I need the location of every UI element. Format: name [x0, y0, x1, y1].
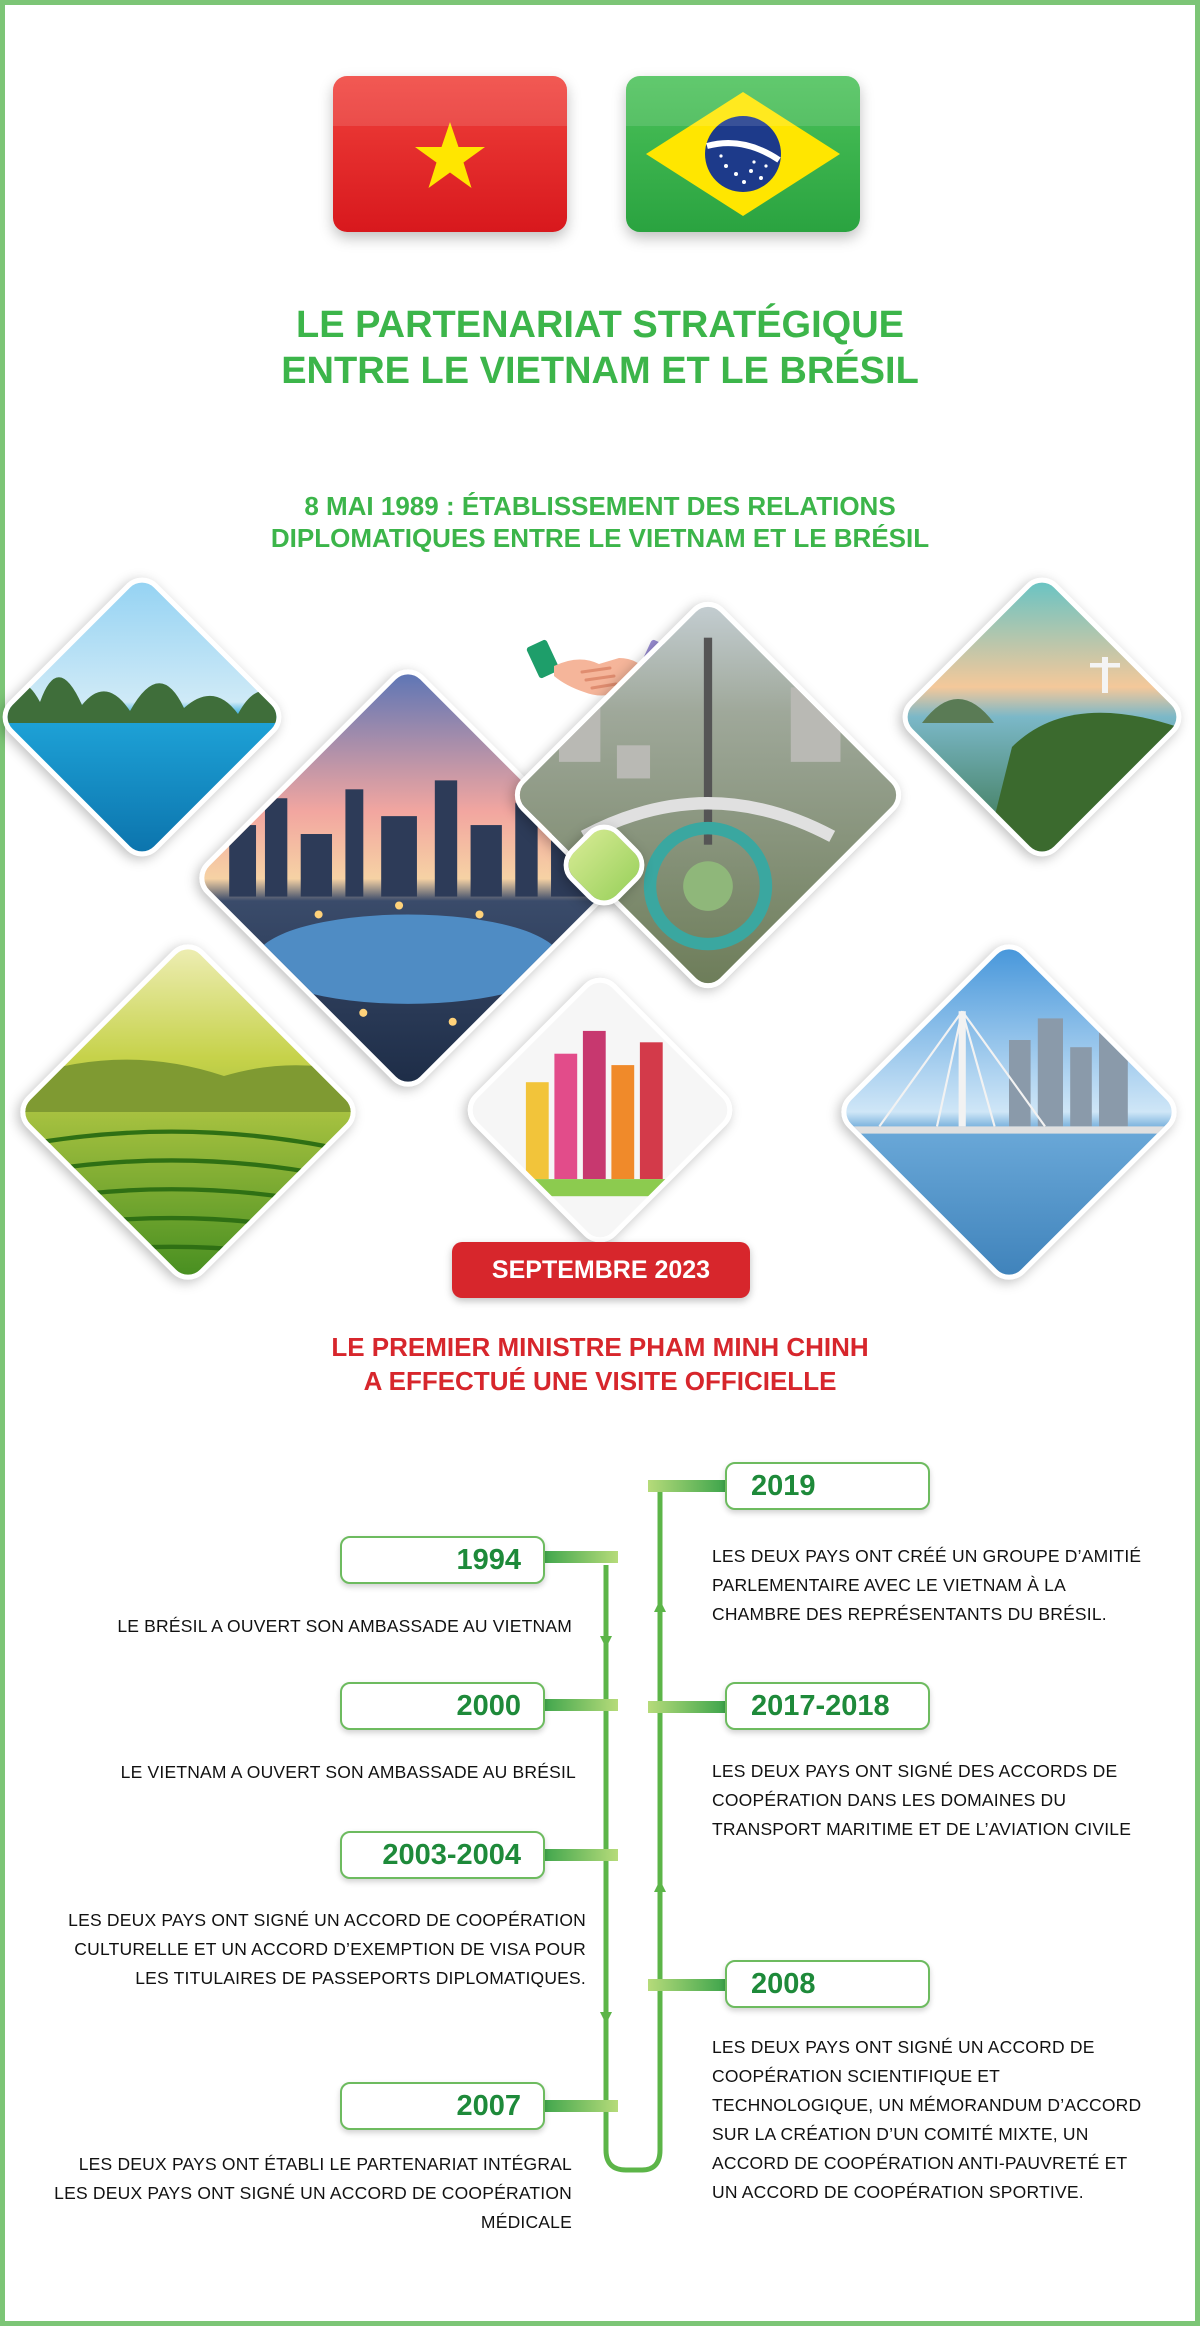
event-2000: LE VIETNAM A OUVERT SON AMBASSADE AU BRÉSIL: [120, 1762, 576, 1782]
visit-line-2: A EFFECTUÉ UNE VISITE OFFICIELLE: [363, 1366, 837, 1396]
event-2019: LES DEUX PAYS ONT CRÉÉ UN GROUPE D’AMITIÉ PARLEMENTAIRE AVEC LE VIETNAM À LA CHAMBRE DES REPRÉSENTANTS DU BRÉSIL.: [712, 1546, 1142, 1624]
visit-line-1: LE PREMIER MINISTRE PHAM MINH CHINH: [331, 1332, 869, 1362]
year-badge-2019: 2019: [725, 1462, 930, 1510]
establishment-line-1: 8 MAI 1989 : ÉTABLISSEMENT DES RELATIONS: [304, 491, 896, 521]
year-badge-2017-2018: 2017-2018: [725, 1682, 930, 1730]
event-1994: LE BRÉSIL A OUVERT SON AMBASSADE AU VIETNAM: [117, 1616, 572, 1636]
event-2007: LES DEUX PAYS ONT ÉTABLI LE PARTENARIAT INTÉGRAL LES DEUX PAYS ONT SIGNÉ UN ACCORD DE COOPÉRATION MÉDICALE: [54, 2154, 572, 2232]
establishment-line-2: DIPLOMATIQUES ENTRE LE VIETNAM ET LE BRÉSIL: [270, 523, 930, 553]
year-badge-2003-2004: 2003-2004: [340, 1831, 545, 1879]
event-2003-2004: LES DEUX PAYS ONT SIGNÉ UN ACCORD DE COOPÉRATION CULTURELLE ET UN ACCORD D’EXEMPTION DE VISA POUR LES TITULAIRES DE PASSEPORTS DIPLOMATIQUES.: [68, 1910, 586, 1988]
event-2017-2018: LES DEUX PAYS ONT SIGNÉ DES ACCORDS DE COOPÉRATION DANS LES DOMAINES DU TRANSPORT MARITIME ET DE L’AVIATION CIVILE: [712, 1761, 1132, 1839]
year-badge-2007: 2007: [340, 2082, 545, 2130]
event-2008: LES DEUX PAYS ONT SIGNÉ UN ACCORD DE COOPÉRATION SCIENTIFIQUE ET TECHNOLOGIQUE, UN MÉMORANDUM D’ACCORD SUR LA CRÉATION D’UN COMITÉ MIXTE, UN ACCORD DE COOPÉRATION ANTI-PAUVRETÉ ET UN ACCORD DE COOPÉRATION SPORTIVE.: [712, 2037, 1142, 2202]
year-badge-1994: 1994: [340, 1536, 545, 1584]
year-badge-2000: 2000: [340, 1682, 545, 1730]
title-line-2: ENTRE LE VIETNAM ET LE BRÉSIL: [281, 350, 919, 392]
title-line-1: LE PARTENARIAT STRATÉGIQUE: [296, 304, 904, 346]
visit-date-badge: SEPTEMBRE 2023: [452, 1242, 750, 1298]
year-badge-2008: 2008: [725, 1960, 930, 2008]
